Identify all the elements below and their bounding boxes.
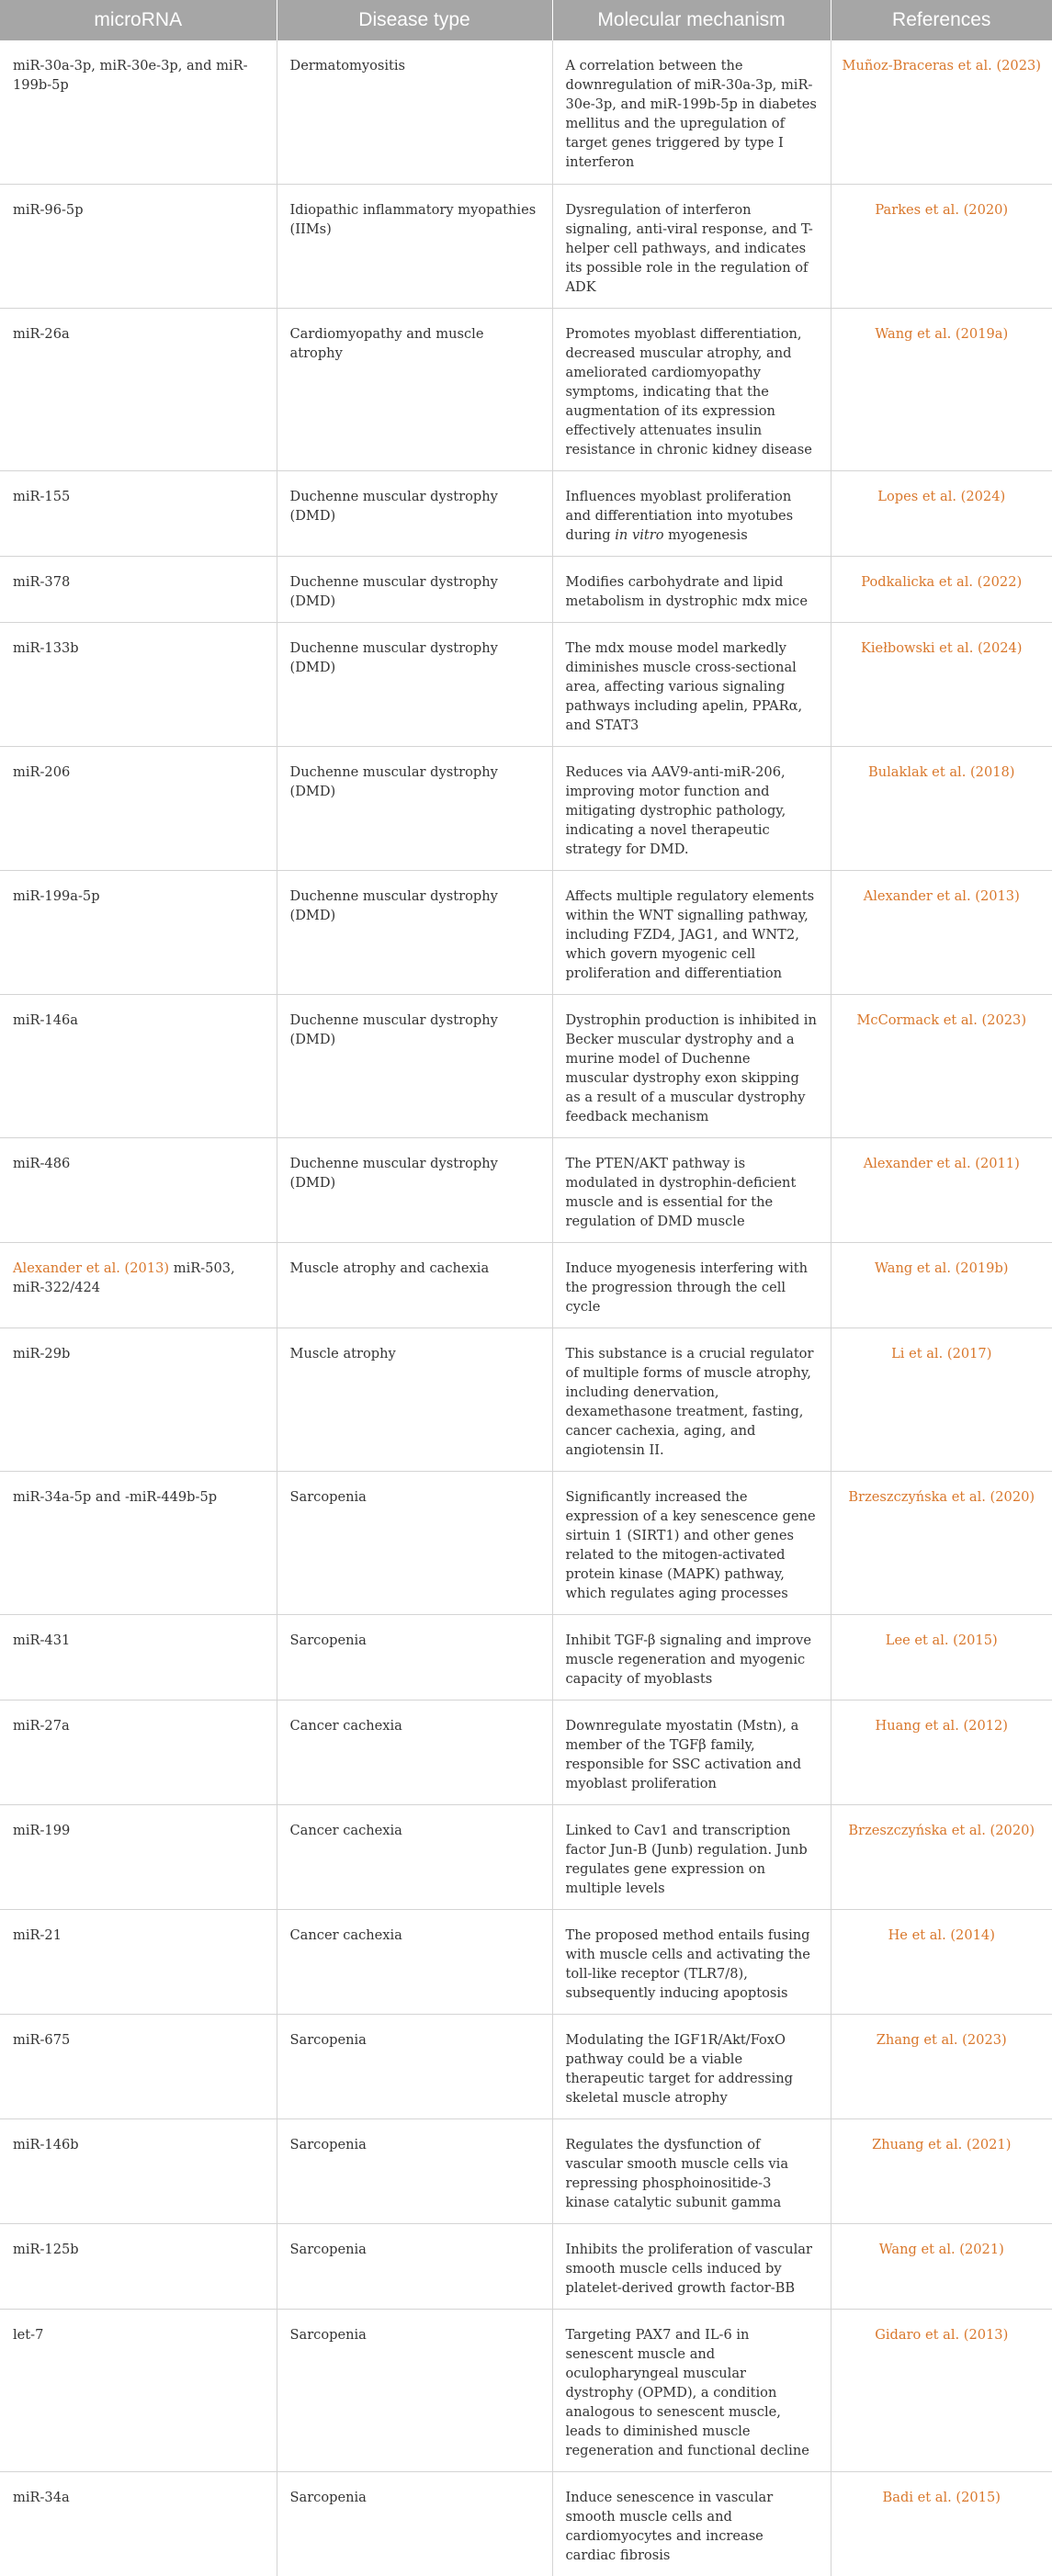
mechanism-italic-in-vitro: in vitro bbox=[615, 526, 664, 543]
table-row bbox=[0, 1328, 1052, 1471]
table-row bbox=[0, 1700, 1052, 1804]
cell-mechanism: Inhibits the proliferation of vascular smooth muscle cells induced by platelet-derived growth factor-BB bbox=[552, 2223, 831, 2309]
cell-disease: Cancer cachexia bbox=[277, 1804, 552, 1909]
cell-reference-link[interactable]: Lee et al. (2015) bbox=[831, 1614, 1052, 1700]
cell-microrna: miR-378 bbox=[0, 556, 277, 622]
table-row bbox=[0, 994, 1052, 1137]
cell-mechanism: The mdx mouse model markedly diminishes muscle cross-sectional area, affecting various signaling pathways including apelin, PPARα, and STAT3 bbox=[552, 622, 831, 746]
cell-microrna: miR-206 bbox=[0, 746, 277, 870]
table-row bbox=[0, 2118, 1052, 2223]
cell-microrna bbox=[0, 1242, 277, 1328]
table-row bbox=[0, 470, 1052, 556]
cell-reference-link[interactable]: Alexander et al. (2011) bbox=[831, 1137, 1052, 1242]
cell-reference-link[interactable]: Gidaro et al. (2013) bbox=[831, 2309, 1052, 2471]
cell-microrna: miR-133b bbox=[0, 622, 277, 746]
table-row bbox=[0, 1614, 1052, 1700]
cell-mechanism: Targeting PAX7 and IL-6 in senescent muscle and oculopharyngeal muscular dystrophy (OPMD), a condition analogous to senescent muscle, leads to diminished muscle regeneration and functional decline bbox=[552, 2309, 831, 2471]
header-microrna: microRNA bbox=[0, 0, 277, 40]
cell-mechanism: Induce myogenesis interfering with the progression through the cell cycle bbox=[552, 1242, 831, 1328]
cell-reference-link[interactable]: Wang et al. (2019a) bbox=[831, 308, 1052, 470]
cell-mechanism bbox=[552, 470, 831, 556]
cell-mechanism: Dysregulation of interferon signaling, anti-viral response, and T-helper cell pathways, and indicates its possible role in the regulation of ADK bbox=[552, 184, 831, 308]
cell-mechanism: Affects multiple regulatory elements within the WNT signalling pathway, including FZD4, JAG1, and WNT2, which govern myogenic cell proliferation and differentiation bbox=[552, 870, 831, 994]
mechanism-text-part: Influences myoblast proliferation and differentiation into myotubes during bbox=[565, 488, 794, 543]
cell-disease: Duchenne muscular dystrophy (DMD) bbox=[277, 1137, 552, 1242]
table-row bbox=[0, 746, 1052, 870]
cell-microrna: miR-125b bbox=[0, 2223, 277, 2309]
cell-reference-link[interactable]: Muñoz-Braceras et al. (2023) bbox=[831, 40, 1052, 184]
table-row bbox=[0, 870, 1052, 994]
cell-mechanism: Inhibit TGF-β signaling and improve muscle regeneration and myogenic capacity of myoblasts bbox=[552, 1614, 831, 1700]
cell-reference-link[interactable]: Li et al. (2017) bbox=[831, 1328, 1052, 1471]
cell-inline-reference-link[interactable]: Alexander et al. (2013) bbox=[13, 1260, 170, 1276]
table-row bbox=[0, 2309, 1052, 2471]
cell-mechanism: A correlation between the downregulation of miR-30a-3p, miR-30e-3p, and miR-199b-5p in diabetes mellitus and the upregulation of target genes triggered by type I interferon bbox=[552, 40, 831, 184]
cell-microrna: miR-431 bbox=[0, 1614, 277, 1700]
cell-mechanism: Linked to Cav1 and transcription factor Jun-B (Junb) regulation. Junb regulates gene expression on multiple levels bbox=[552, 1804, 831, 1909]
cell-microrna: miR-486 bbox=[0, 1137, 277, 1242]
cell-disease: Sarcopenia bbox=[277, 2014, 552, 2118]
table-header bbox=[0, 0, 1052, 40]
table-row bbox=[0, 622, 1052, 746]
header-disease-type: Disease type bbox=[277, 0, 552, 40]
cell-reference-link[interactable]: McCormack et al. (2023) bbox=[831, 994, 1052, 1137]
mechanism-text-part: myogenesis bbox=[663, 526, 748, 543]
cell-reference-link[interactable]: Zhang et al. (2023) bbox=[831, 2014, 1052, 2118]
cell-microrna: miR-199a-5p bbox=[0, 870, 277, 994]
table-row bbox=[0, 1137, 1052, 1242]
table-row bbox=[0, 1242, 1052, 1328]
cell-reference-link[interactable]: Brzeszczyńska et al. (2020) bbox=[831, 1471, 1052, 1614]
cell-reference-link[interactable]: He et al. (2014) bbox=[831, 1909, 1052, 2014]
cell-mechanism: Modifies carbohydrate and lipid metabolism in dystrophic mdx mice bbox=[552, 556, 831, 622]
header-references: References bbox=[831, 0, 1052, 40]
cell-mechanism: Reduces via AAV9-anti-miR-206, improving motor function and mitigating dystrophic pathology, indicating a novel therapeutic strategy for DMD. bbox=[552, 746, 831, 870]
cell-disease: Cancer cachexia bbox=[277, 1909, 552, 2014]
cell-mechanism: Promotes myoblast differentiation, decreased muscular atrophy, and ameliorated cardiomyopathy symptoms, indicating that the augmentation of its expression effectively attenuates insulin resistance in chronic kidney disease bbox=[552, 308, 831, 470]
table-row bbox=[0, 1804, 1052, 1909]
table-body bbox=[0, 40, 1052, 2576]
cell-reference-link[interactable]: Parkes et al. (2020) bbox=[831, 184, 1052, 308]
cell-microrna-text: miR-503, miR-322/424 bbox=[13, 1260, 235, 1295]
cell-disease: Sarcopenia bbox=[277, 2471, 552, 2576]
cell-microrna: let-7 bbox=[0, 2309, 277, 2471]
cell-disease: Duchenne muscular dystrophy (DMD) bbox=[277, 622, 552, 746]
cell-disease: Sarcopenia bbox=[277, 1614, 552, 1700]
cell-disease: Duchenne muscular dystrophy (DMD) bbox=[277, 556, 552, 622]
table-row bbox=[0, 2471, 1052, 2576]
cell-reference-link[interactable]: Zhuang et al. (2021) bbox=[831, 2118, 1052, 2223]
cell-microrna: miR-146a bbox=[0, 994, 277, 1137]
cell-reference-link[interactable]: Badi et al. (2015) bbox=[882, 2489, 1001, 2505]
cell-mechanism: Modulating the IGF1R/Akt/FoxO pathway could be a viable therapeutic target for addressing skeletal muscle atrophy bbox=[552, 2014, 831, 2118]
cell-disease: Muscle atrophy and cachexia bbox=[277, 1242, 552, 1328]
cell-microrna: miR-675 bbox=[0, 2014, 277, 2118]
cell-microrna: miR-96-5p bbox=[0, 184, 277, 308]
cell-reference-link[interactable]: Podkalicka et al. (2022) bbox=[831, 556, 1052, 622]
cell-disease: Cancer cachexia bbox=[277, 1700, 552, 1804]
cell-mechanism: The proposed method entails fusing with muscle cells and activating the toll-like receptor (TLR7/8), subsequently inducing apoptosis bbox=[552, 1909, 831, 2014]
cell-microrna: miR-26a bbox=[0, 308, 277, 470]
cell-disease: Duchenne muscular dystrophy (DMD) bbox=[277, 746, 552, 870]
cell-disease: Duchenne muscular dystrophy (DMD) bbox=[277, 870, 552, 994]
table-row bbox=[0, 184, 1052, 308]
cell-microrna: miR-199 bbox=[0, 1804, 277, 1909]
table-row bbox=[0, 40, 1052, 184]
cell-reference-link[interactable]: Lopes et al. (2024) bbox=[831, 470, 1052, 556]
header-row bbox=[0, 0, 1052, 40]
cell-disease: Sarcopenia bbox=[277, 1471, 552, 1614]
cell-reference-link[interactable]: Brzeszczyńska et al. (2020) bbox=[831, 1804, 1052, 1909]
cell-disease: Sarcopenia bbox=[277, 2118, 552, 2223]
table-row bbox=[0, 2223, 1052, 2309]
table-row bbox=[0, 1909, 1052, 2014]
cell-reference-link[interactable]: Wang et al. (2019b) bbox=[831, 1242, 1052, 1328]
cell-mechanism: Downregulate myostatin (Mstn), a member of the TGFβ family, responsible for SSC activation and myoblast proliferation bbox=[552, 1700, 831, 1804]
table-row bbox=[0, 2014, 1052, 2118]
header-molecular-mechanism: Molecular mechanism bbox=[552, 0, 831, 40]
cell-microrna: miR-27a bbox=[0, 1700, 277, 1804]
cell-disease: Muscle atrophy bbox=[277, 1328, 552, 1471]
cell-disease: Sarcopenia bbox=[277, 2223, 552, 2309]
cell-microrna: miR-34a-5p and -miR-449b-5p bbox=[0, 1471, 277, 1614]
cell-microrna: miR-21 bbox=[0, 1909, 277, 2014]
table-row bbox=[0, 308, 1052, 470]
cell-reference-link[interactable]: Bulaklak et al. (2018) bbox=[831, 746, 1052, 870]
cell-disease: Cardiomyopathy and muscle atrophy bbox=[277, 308, 552, 470]
cell-disease: Duchenne muscular dystrophy (DMD) bbox=[277, 994, 552, 1137]
cell-microrna: miR-29b bbox=[0, 1328, 277, 1471]
cell-mechanism: Dystrophin production is inhibited in Becker muscular dystrophy and a murine model of Duchenne muscular dystrophy exon skipping as a result of a muscular dystrophy feedback mechanism bbox=[552, 994, 831, 1137]
cell-mechanism: This substance is a crucial regulator of multiple forms of muscle atrophy, including denervation, dexamethasone treatment, fasting, cancer cachexia, aging, and angiotensin II. bbox=[552, 1328, 831, 1471]
cell-mechanism: Regulates the dysfunction of vascular smooth muscle cells via repressing phosphoinositide-3 kinase catalytic subunit gamma bbox=[552, 2118, 831, 2223]
cell-microrna: miR-146b bbox=[0, 2118, 277, 2223]
cell-mechanism: Significantly increased the expression of a key senescence gene sirtuin 1 (SIRT1) and other genes related to the mitogen-activated protein kinase (MAPK) pathway, which regulates aging processes bbox=[552, 1471, 831, 1614]
cell-mechanism: Induce senescence in vascular smooth muscle cells and cardiomyocytes and increase cardiac fibrosis bbox=[552, 2471, 831, 2576]
cell-microrna: miR-155 bbox=[0, 470, 277, 556]
cell-disease: Sarcopenia bbox=[277, 2309, 552, 2471]
cell-reference-link[interactable]: Alexander et al. (2013) bbox=[831, 870, 1052, 994]
cell-disease: Duchenne muscular dystrophy (DMD) bbox=[277, 470, 552, 556]
cell-reference-link[interactable]: Kiełbowski et al. (2024) bbox=[831, 622, 1052, 746]
cell-reference-link[interactable]: Wang et al. (2021) bbox=[831, 2223, 1052, 2309]
cell-disease: Dermatomyositis bbox=[277, 40, 552, 184]
cell-reference-link[interactable]: Huang et al. (2012) bbox=[831, 1700, 1052, 1804]
cell-microrna: miR-30a-3p, miR-30e-3p, and miR-199b-5p bbox=[0, 40, 277, 184]
cell-microrna: miR-34a bbox=[0, 2471, 277, 2576]
cell-mechanism: The PTEN/AKT pathway is modulated in dystrophin-deficient muscle and is essential for the regulation of DMD muscle bbox=[552, 1137, 831, 1242]
cell-disease: Idiopathic inflammatory myopathies (IIMs) bbox=[277, 184, 552, 308]
table-row bbox=[0, 556, 1052, 622]
table-row bbox=[0, 1471, 1052, 1614]
